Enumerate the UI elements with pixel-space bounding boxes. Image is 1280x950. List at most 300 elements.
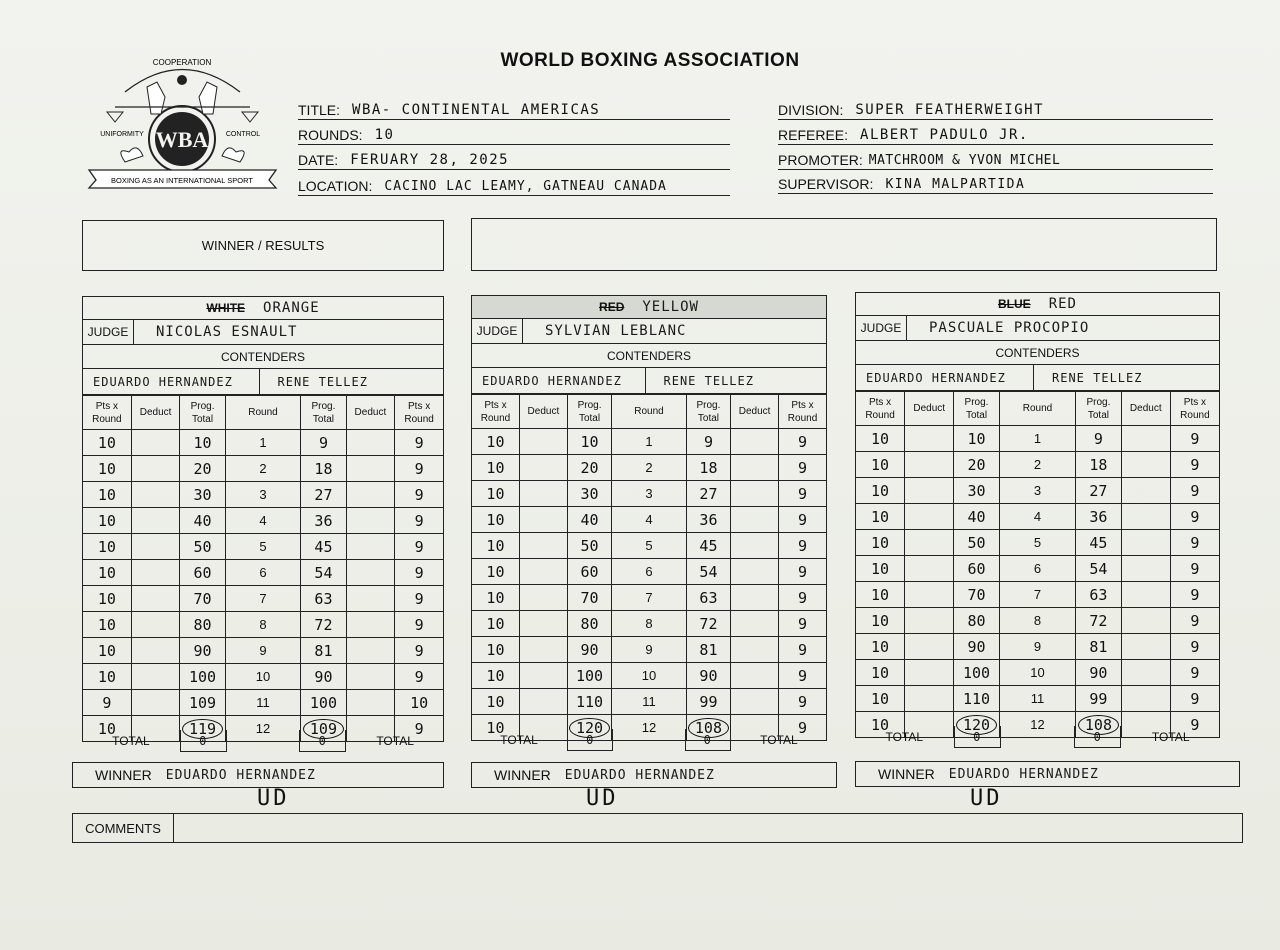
round-row xyxy=(856,582,1220,608)
left-total-label: TOTAL xyxy=(885,730,924,744)
right-pts: 9 xyxy=(395,508,444,534)
left-pts: 10 xyxy=(83,508,132,534)
left-pts: 10 xyxy=(856,504,905,530)
right-deduct xyxy=(346,482,395,508)
right-pts: 9 xyxy=(395,716,444,742)
decision-text: UD xyxy=(257,786,290,811)
winner-label: WINNER xyxy=(878,766,935,782)
contenders-row xyxy=(82,345,444,369)
right-total-label: TOTAL xyxy=(376,734,414,748)
left-pts: 10 xyxy=(472,715,520,741)
round-row xyxy=(856,634,1220,660)
judge-row xyxy=(855,316,1220,341)
right-deduct xyxy=(346,430,395,456)
winner-name: EDUARDO HERNANDEZ xyxy=(564,767,715,783)
round-row xyxy=(83,534,444,560)
right-pts: 9 xyxy=(395,560,444,586)
left-prog-total: 110 xyxy=(567,689,611,715)
right-pts-header: Pts x Round xyxy=(779,395,827,429)
right-pts: 9 xyxy=(779,429,827,455)
right-prog-total: 54 xyxy=(1076,556,1122,582)
left-pts: 10 xyxy=(83,586,132,612)
right-prog-total: 45 xyxy=(686,533,730,559)
contenders-row xyxy=(471,344,827,368)
right-pts: 9 xyxy=(779,663,827,689)
corner-color: ORANGE xyxy=(263,300,320,316)
round-number: 6 xyxy=(612,559,687,585)
left-prog-total: 20 xyxy=(954,452,1000,478)
judge-label: JUDGE xyxy=(856,316,907,340)
right-pts: 9 xyxy=(395,638,444,664)
date-value: FERUARY 28, 2025 xyxy=(350,152,510,168)
right-prog-total: 90 xyxy=(1076,660,1122,686)
printed-corner: BLUE xyxy=(998,297,1031,311)
round-number: 8 xyxy=(999,608,1075,634)
location-row xyxy=(298,172,730,196)
right-prog-total: 36 xyxy=(686,507,730,533)
right-pts: 9 xyxy=(779,715,827,741)
left-prog-total: 20 xyxy=(180,456,225,482)
circled-final-total: 119 xyxy=(182,719,223,739)
round-number: 5 xyxy=(225,534,301,560)
right-prog-total: 18 xyxy=(686,455,730,481)
logo-banner-text: BOXING AS AN INTERNATIONAL SPORT xyxy=(111,176,253,185)
winner-results-label: WINNER / RESULTS xyxy=(201,238,325,253)
contender-names-row xyxy=(82,369,444,395)
right-pts: 9 xyxy=(1170,504,1219,530)
round-scores-table xyxy=(82,395,444,742)
left-pts-header: Pts x Round xyxy=(472,395,520,429)
left-deduct xyxy=(905,556,954,582)
promoter-row xyxy=(778,146,1213,170)
left-deduct-header: Deduct xyxy=(131,396,180,430)
right-deduct xyxy=(346,586,395,612)
left-prog-total: 10 xyxy=(180,430,225,456)
left-deduct xyxy=(905,426,954,452)
totals-row xyxy=(855,726,1220,748)
right-deduct xyxy=(1121,686,1170,712)
left-contender-name: EDUARDO HERNANDEZ xyxy=(856,365,1034,390)
round-row xyxy=(472,481,827,507)
right-pts: 9 xyxy=(1170,556,1219,582)
round-number: 2 xyxy=(999,452,1075,478)
left-deduct xyxy=(131,508,180,534)
left-pts: 10 xyxy=(856,530,905,556)
referee-label: REFEREE: xyxy=(778,127,849,143)
date-row xyxy=(298,146,730,170)
judge-name: PASCUALE PROCOPIO xyxy=(929,320,1090,336)
right-prog-total: 45 xyxy=(1076,530,1122,556)
left-deduct xyxy=(905,478,954,504)
right-deduct-total: 0 xyxy=(685,729,731,751)
right-pts: 9 xyxy=(779,559,827,585)
right-deduct xyxy=(731,585,779,611)
right-deduct-header: Deduct xyxy=(731,395,779,429)
left-pts: 10 xyxy=(83,534,132,560)
logo-center-text: WBA xyxy=(155,127,209,152)
right-prog-total: 54 xyxy=(301,560,346,586)
right-prog-total: 27 xyxy=(1076,478,1122,504)
round-number: 3 xyxy=(999,478,1075,504)
left-pts: 10 xyxy=(856,660,905,686)
right-prog-total: 90 xyxy=(301,664,346,690)
right-prog-total: 36 xyxy=(301,508,346,534)
comments-label: COMMENTS xyxy=(73,814,174,842)
left-prog-total: 80 xyxy=(180,612,225,638)
right-contender-name: RENE TELLEZ xyxy=(1052,370,1143,385)
right-prog-total: 45 xyxy=(301,534,346,560)
left-deduct xyxy=(519,585,567,611)
round-number: 10 xyxy=(999,660,1075,686)
right-deduct xyxy=(1121,426,1170,452)
decision-text: UD xyxy=(586,786,619,811)
left-pts: 10 xyxy=(472,533,520,559)
left-prog-total: 50 xyxy=(567,533,611,559)
left-deduct xyxy=(131,430,180,456)
circled-final-total: 109 xyxy=(303,719,344,739)
left-deduct xyxy=(131,690,180,716)
left-pts: 10 xyxy=(472,663,520,689)
right-prog-total: 72 xyxy=(1076,608,1122,634)
left-deduct xyxy=(131,534,180,560)
left-prog-total: 109 xyxy=(180,690,225,716)
left-pts: 10 xyxy=(472,559,520,585)
left-prog-total: 40 xyxy=(180,508,225,534)
right-deduct xyxy=(1121,608,1170,634)
round-number: 3 xyxy=(612,481,687,507)
left-deduct-header: Deduct xyxy=(519,395,567,429)
round-row xyxy=(83,508,444,534)
corner-row xyxy=(82,296,444,320)
right-deduct xyxy=(731,559,779,585)
right-prog-total: 100 xyxy=(301,690,346,716)
winner-row xyxy=(471,762,837,788)
scorecard-judge-1 xyxy=(82,296,444,748)
right-pts: 9 xyxy=(395,534,444,560)
left-deduct-total: 0 xyxy=(954,726,1001,748)
left-deduct xyxy=(519,481,567,507)
round-row xyxy=(472,559,827,585)
right-deduct xyxy=(1121,556,1170,582)
round-number: 1 xyxy=(612,429,687,455)
winner-name: EDUARDO HERNANDEZ xyxy=(165,767,316,783)
wba-logo xyxy=(85,52,280,192)
right-pts: 9 xyxy=(1170,582,1219,608)
corner-color: YELLOW xyxy=(642,299,699,315)
right-deduct xyxy=(346,560,395,586)
right-deduct xyxy=(1121,582,1170,608)
left-pts: 10 xyxy=(856,686,905,712)
left-pts: 10 xyxy=(472,429,520,455)
round-number: 9 xyxy=(225,638,301,664)
right-deduct xyxy=(346,534,395,560)
judge-name: SYLVIAN LEBLANC xyxy=(545,323,687,339)
right-prog-total: 72 xyxy=(686,611,730,637)
round-number: 7 xyxy=(999,582,1075,608)
left-prog-total: 90 xyxy=(954,634,1000,660)
round-row xyxy=(472,507,827,533)
right-prog-total: 99 xyxy=(686,689,730,715)
left-deduct xyxy=(131,638,180,664)
right-deduct xyxy=(1121,504,1170,530)
left-deduct xyxy=(905,608,954,634)
right-prog-total: 27 xyxy=(686,481,730,507)
date-label: DATE: xyxy=(298,152,339,168)
round-number: 1 xyxy=(999,426,1075,452)
circled-final-total: 120 xyxy=(956,715,997,735)
right-pts: 9 xyxy=(779,481,827,507)
left-prog-total: 40 xyxy=(567,507,611,533)
round-row xyxy=(83,430,444,456)
left-contender-name: EDUARDO HERNANDEZ xyxy=(472,368,646,393)
left-pts-header: Pts x Round xyxy=(856,392,905,426)
left-pts: 10 xyxy=(856,556,905,582)
right-prog-total: 63 xyxy=(686,585,730,611)
round-number: 10 xyxy=(225,664,301,690)
left-pts: 10 xyxy=(83,664,132,690)
right-pts: 9 xyxy=(1170,426,1219,452)
circled-final-total: 120 xyxy=(569,718,610,738)
left-prog-total: 20 xyxy=(567,455,611,481)
left-pts: 10 xyxy=(472,507,520,533)
round-row xyxy=(856,452,1220,478)
left-prog-total: 60 xyxy=(567,559,611,585)
round-row xyxy=(856,504,1220,530)
right-prog-header: Prog. Total xyxy=(686,395,730,429)
left-prog-total: 10 xyxy=(567,429,611,455)
left-deduct xyxy=(905,530,954,556)
right-prog-total: 81 xyxy=(1076,634,1122,660)
left-prog-total: 70 xyxy=(954,582,1000,608)
right-deduct-total: 0 xyxy=(299,730,346,752)
supervisor-label: SUPERVISOR: xyxy=(778,176,874,192)
right-deduct xyxy=(731,611,779,637)
left-pts: 10 xyxy=(472,611,520,637)
left-deduct xyxy=(131,560,180,586)
left-deduct-total: 0 xyxy=(180,730,227,752)
left-deduct xyxy=(905,582,954,608)
right-prog-total: 9 xyxy=(1076,426,1122,452)
left-deduct xyxy=(519,533,567,559)
round-header: Round xyxy=(225,396,301,430)
right-pts: 9 xyxy=(395,482,444,508)
left-deduct-header: Deduct xyxy=(905,392,954,426)
round-number: 11 xyxy=(612,689,687,715)
left-prog-total: 40 xyxy=(954,504,1000,530)
judge-name: NICOLAS ESNAULT xyxy=(156,324,298,340)
division-row xyxy=(778,96,1213,120)
right-pts: 9 xyxy=(1170,686,1219,712)
corner-row xyxy=(855,292,1220,316)
round-number: 7 xyxy=(225,586,301,612)
right-contender-name: RENE TELLEZ xyxy=(277,374,368,389)
right-pts: 10 xyxy=(395,690,444,716)
left-prog-total: 90 xyxy=(180,638,225,664)
rounds-value: 10 xyxy=(374,127,395,143)
round-number: 5 xyxy=(612,533,687,559)
round-number: 11 xyxy=(225,690,301,716)
decision-text: UD xyxy=(970,786,1003,811)
round-header: Round xyxy=(612,395,687,429)
left-prog-total: 10 xyxy=(954,426,1000,452)
round-row xyxy=(83,560,444,586)
left-deduct xyxy=(519,559,567,585)
right-prog-total: 18 xyxy=(301,456,346,482)
circled-final-total: 108 xyxy=(688,718,729,738)
round-scores-table xyxy=(471,394,827,741)
left-deduct xyxy=(519,663,567,689)
round-number: 9 xyxy=(612,637,687,663)
location-label: LOCATION: xyxy=(298,178,373,194)
right-pts: 9 xyxy=(1170,530,1219,556)
right-pts: 9 xyxy=(779,637,827,663)
left-pts: 10 xyxy=(83,430,132,456)
promoter-label: PROMOTER: xyxy=(778,152,863,168)
right-prog-total: 63 xyxy=(1076,582,1122,608)
left-deduct xyxy=(131,456,180,482)
right-pts: 9 xyxy=(779,689,827,715)
round-number: 8 xyxy=(225,612,301,638)
left-pts: 10 xyxy=(856,452,905,478)
contender-names-row xyxy=(855,365,1220,391)
left-prog-total: 30 xyxy=(954,478,1000,504)
right-deduct xyxy=(731,663,779,689)
contender-names-row xyxy=(471,368,827,394)
scorecard-judge-3 xyxy=(855,292,1220,744)
right-deduct-header: Deduct xyxy=(1121,392,1170,426)
right-prog-total: 36 xyxy=(1076,504,1122,530)
winner-label: WINNER xyxy=(494,767,551,783)
left-prog-total: 80 xyxy=(567,611,611,637)
title-value: WBA- CONTINENTAL AMERICAS xyxy=(352,102,601,118)
right-pts: 9 xyxy=(395,586,444,612)
round-number: 5 xyxy=(999,530,1075,556)
right-pts-header: Pts x Round xyxy=(395,396,444,430)
round-row xyxy=(472,585,827,611)
contenders-label: CONTENDERS xyxy=(220,349,305,364)
round-number: 4 xyxy=(612,507,687,533)
winner-name: EDUARDO HERNANDEZ xyxy=(948,766,1099,782)
left-deduct xyxy=(131,664,180,690)
left-pts: 10 xyxy=(83,638,132,664)
right-prog-total: 72 xyxy=(301,612,346,638)
right-pts: 9 xyxy=(395,612,444,638)
right-prog-total: 18 xyxy=(1076,452,1122,478)
round-row xyxy=(83,586,444,612)
left-prog-header: Prog. Total xyxy=(954,392,1000,426)
round-row xyxy=(83,612,444,638)
round-number: 11 xyxy=(999,686,1075,712)
round-number: 10 xyxy=(612,663,687,689)
round-row xyxy=(856,556,1220,582)
right-deduct-total: 0 xyxy=(1074,726,1121,748)
division-label: DIVISION: xyxy=(778,102,844,118)
round-row xyxy=(83,482,444,508)
comments-value[interactable] xyxy=(174,814,1242,842)
round-row xyxy=(472,663,827,689)
right-pts: 9 xyxy=(779,585,827,611)
round-row xyxy=(472,637,827,663)
left-pts: 10 xyxy=(856,582,905,608)
right-prog-total: 99 xyxy=(1076,686,1122,712)
right-pts: 9 xyxy=(1170,634,1219,660)
right-prog-total: 81 xyxy=(301,638,346,664)
round-number: 8 xyxy=(612,611,687,637)
left-prog-total: 90 xyxy=(567,637,611,663)
circled-final-total: 108 xyxy=(1078,715,1119,735)
round-number: 12 xyxy=(999,712,1075,738)
round-row xyxy=(472,611,827,637)
right-deduct xyxy=(731,481,779,507)
right-pts-header: Pts x Round xyxy=(1170,392,1219,426)
left-deduct xyxy=(905,452,954,478)
right-pts: 9 xyxy=(1170,452,1219,478)
left-prog-total: 50 xyxy=(954,530,1000,556)
logo-top-text: COOPERATION xyxy=(152,58,212,67)
round-number: 4 xyxy=(999,504,1075,530)
referee-value: ALBERT PADULO JR. xyxy=(860,127,1029,143)
left-prog-total: 70 xyxy=(567,585,611,611)
left-prog-header: Prog. Total xyxy=(567,395,611,429)
judge-row xyxy=(82,320,444,345)
left-deduct xyxy=(131,612,180,638)
left-pts: 10 xyxy=(472,689,520,715)
right-prog-header: Prog. Total xyxy=(301,396,346,430)
rounds-label: ROUNDS: xyxy=(298,127,363,143)
printed-corner: WHITE xyxy=(206,301,246,315)
round-number: 6 xyxy=(225,560,301,586)
left-pts: 10 xyxy=(856,426,905,452)
round-row xyxy=(856,478,1220,504)
right-pts: 9 xyxy=(395,456,444,482)
right-pts: 9 xyxy=(779,533,827,559)
round-number: 7 xyxy=(612,585,687,611)
title-row xyxy=(298,96,730,120)
round-header: Round xyxy=(999,392,1075,426)
location-value: CACINO LAC LEAMY, GATNEAU CANADA xyxy=(384,179,667,194)
right-deduct xyxy=(1121,634,1170,660)
round-scores-table xyxy=(855,391,1220,738)
round-row xyxy=(83,664,444,690)
right-deduct xyxy=(731,507,779,533)
left-pts: 10 xyxy=(856,608,905,634)
referee-row xyxy=(778,121,1213,145)
winner-results-box xyxy=(82,220,444,271)
right-prog-total: 81 xyxy=(686,637,730,663)
right-deduct xyxy=(346,664,395,690)
round-number: 6 xyxy=(999,556,1075,582)
right-prog-header: Prog. Total xyxy=(1076,392,1122,426)
left-deduct xyxy=(905,504,954,530)
left-pts: 10 xyxy=(83,482,132,508)
right-pts: 9 xyxy=(779,455,827,481)
round-row xyxy=(856,608,1220,634)
left-pts: 10 xyxy=(83,456,132,482)
comments-box xyxy=(72,813,1243,843)
left-prog-total: 30 xyxy=(180,482,225,508)
logo-right-text: CONTROL xyxy=(225,131,261,138)
round-row xyxy=(472,455,827,481)
round-number: 12 xyxy=(225,716,301,742)
left-total-label: TOTAL xyxy=(112,734,150,748)
right-pts: 9 xyxy=(1170,478,1219,504)
corner-row xyxy=(471,295,827,319)
left-prog-total: 30 xyxy=(567,481,611,507)
left-pts: 10 xyxy=(856,712,905,738)
corner-color: RED xyxy=(1048,296,1077,312)
judge-label: JUDGE xyxy=(83,320,134,344)
left-prog-total: 100 xyxy=(954,660,1000,686)
